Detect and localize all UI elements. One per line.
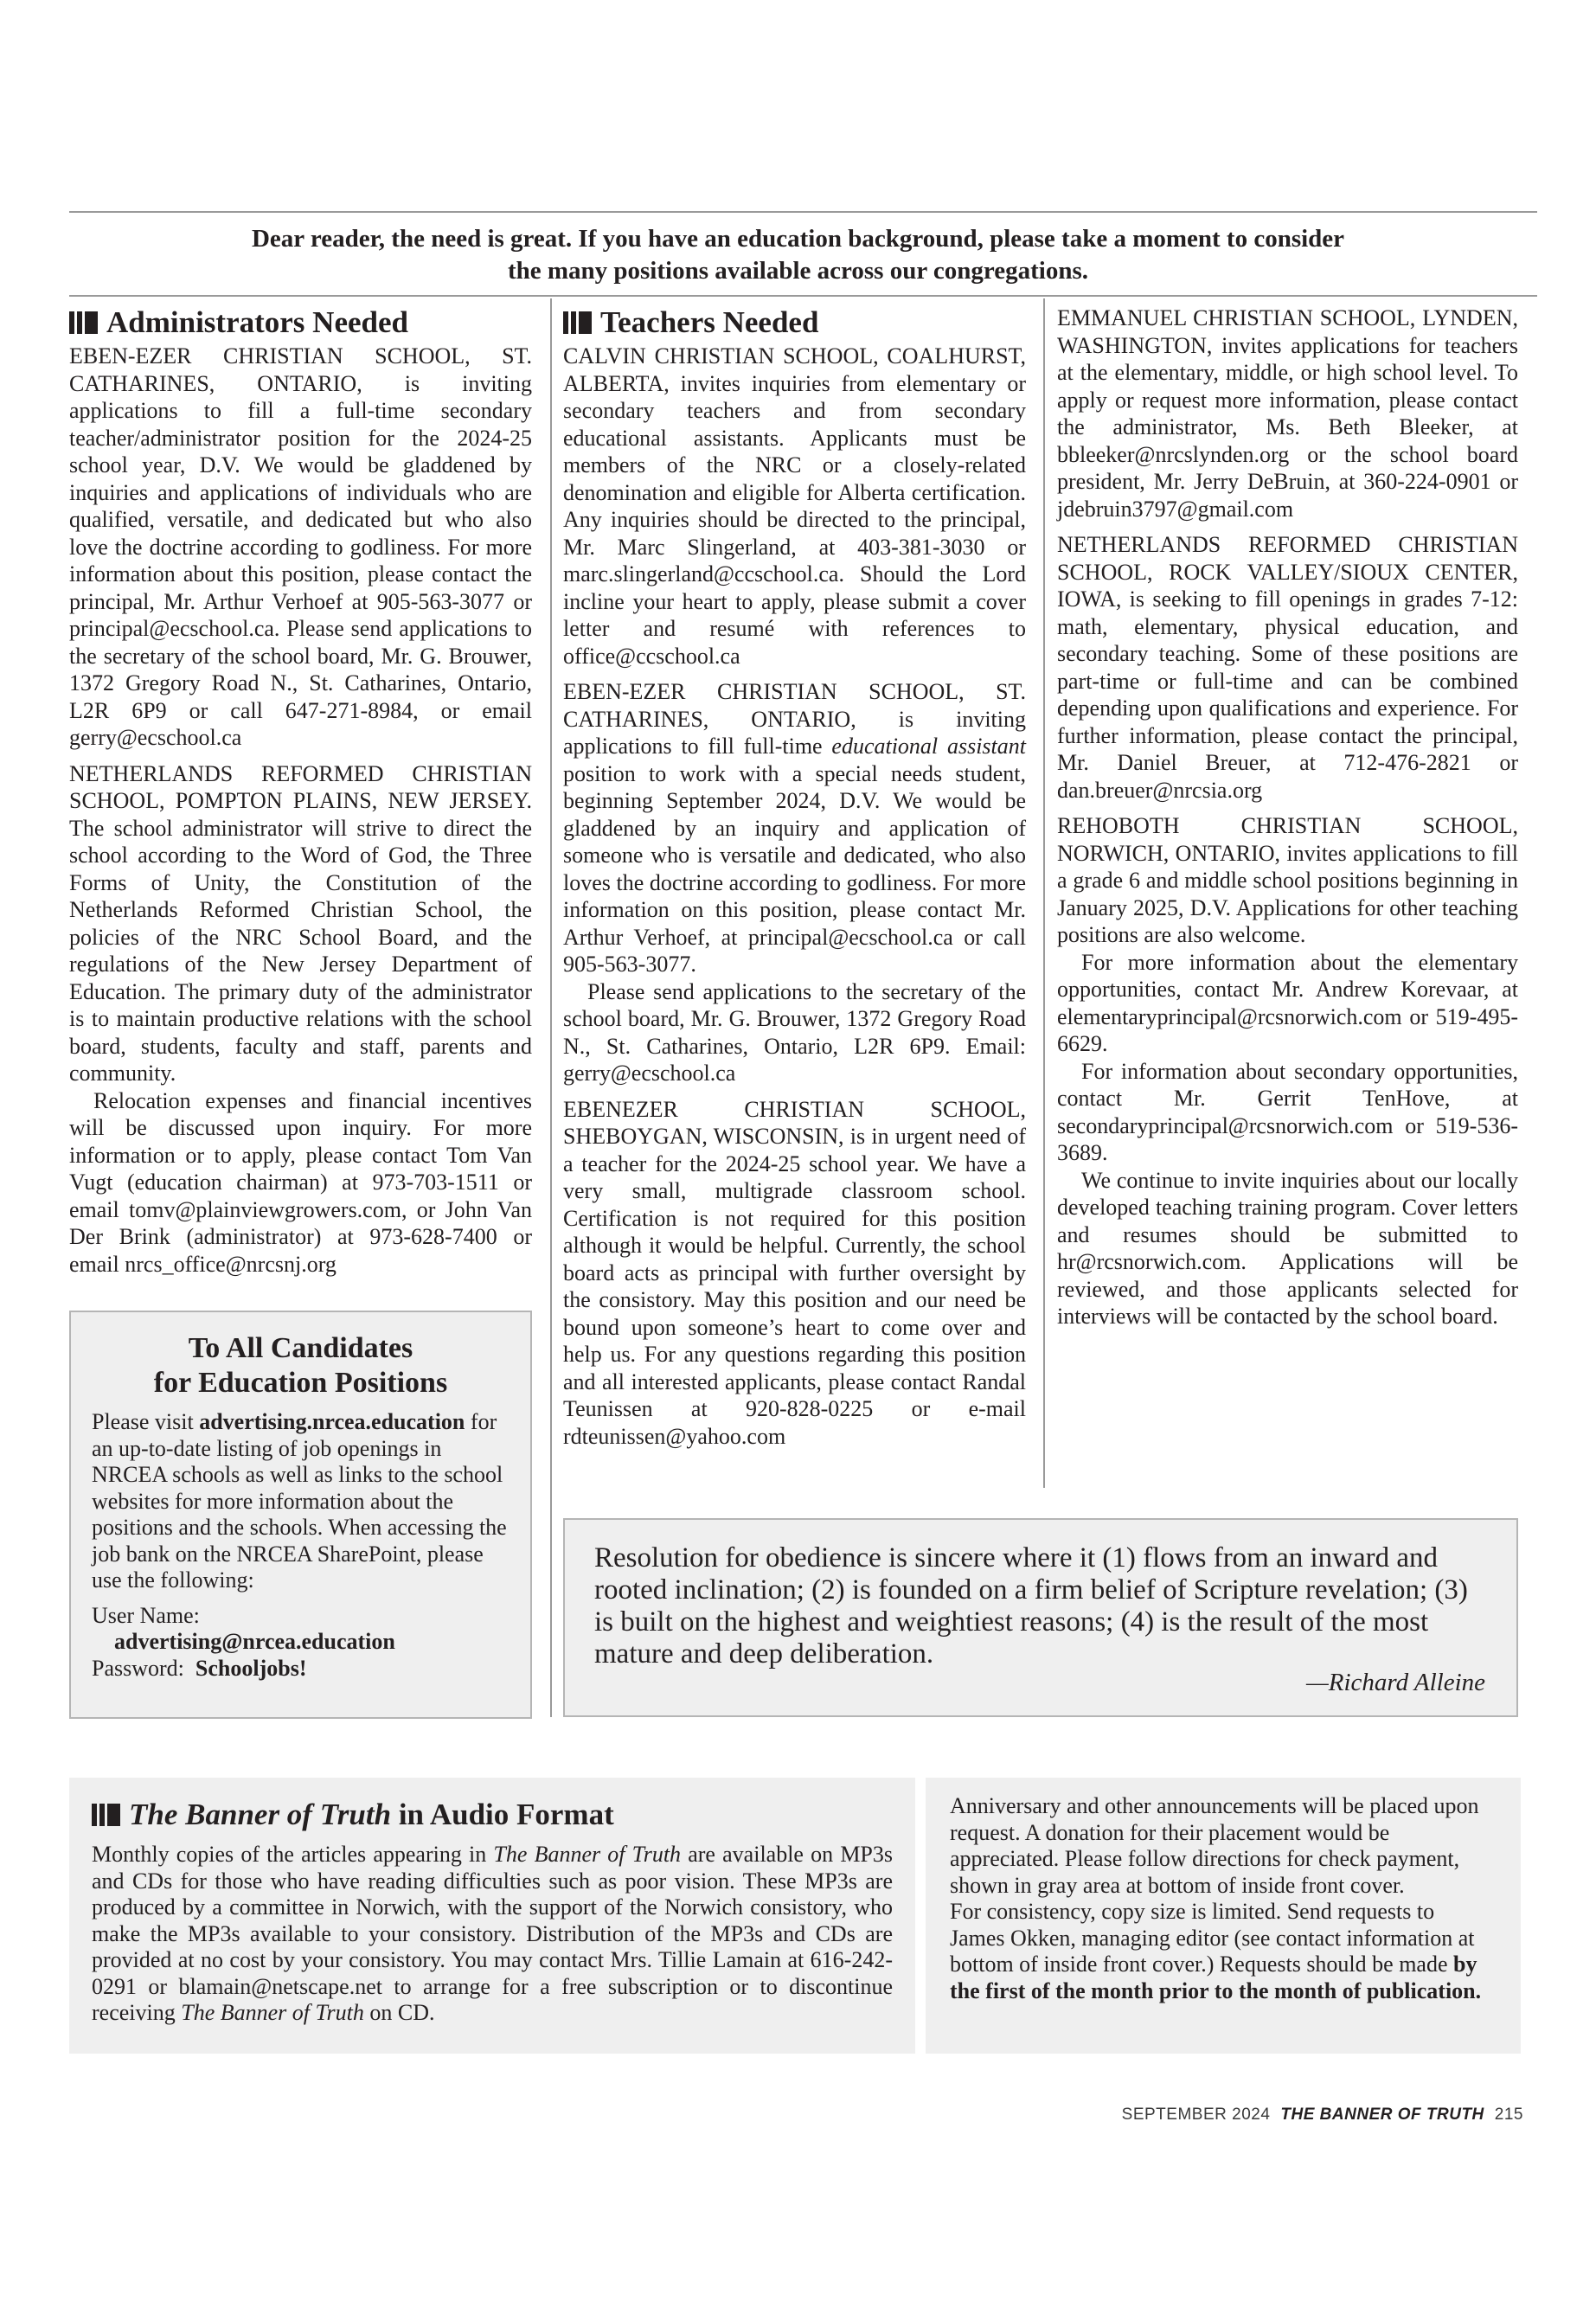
page-number: 215 (1494, 2106, 1523, 2124)
teacher-ad-rehoboth: REHOBOTH CHRISTIAN SCHOOL, NORWICH, ONTARIO, invites applications to fill a grade 6 and middle school positions beginning in January 2025, D.V. Applications for other teaching positions are also welcome. (1057, 813, 1518, 947)
teachers-heading: Teachers Needed (563, 304, 1026, 341)
footer-date: SEPTEMBER 2024 (1121, 2106, 1271, 2124)
teacher-ad-rehoboth-secondary: For information about secondary opportunities, contact Mr. Gerrit TenHove, at secondaryprincipal@rcsnorwich.com or 519-536-3689. (1057, 1058, 1518, 1165)
admin-ad-pompton-plains: NETHERLANDS REFORMED CHRISTIAN SCHOOL, POMPTON PLAINS, NEW JERSEY. The school administrator will strive to direct the school according to the Word of God, the Three Forms of Unity, the Constitution of the Netherlands Reformed Christian School, the policies of the NRC School Board, and the regulations of the New Jersey Department of Education. The primary duty of the administrator is to maintain productive relations with the school board, students, faculty and staff, parents and community. (69, 760, 532, 1086)
password-label: Password: (92, 1655, 184, 1681)
teacher-ad-ebenezer: EBEN-EZER CHRISTIAN SCHOOL, ST. CATHARINES, ONTARIO, is inviting applications to fill full-time educational assistant position to work with a special needs student, beginning September 2024, D.V. We would be gladdened by an inquiry and application of someone who is versatile and dedicated, who also loves the doctrine according to godliness. For more information on this position, please contact Mr. Arthur Verhoef, at principal@ecschool.ca or call 905-563-3077. (563, 679, 1026, 977)
announcements-text-2: For consistency, copy size is limited. Send requests to James Okken, managing editor (see contact information at bottom of inside front cover.) Requests should be made by the first of the month prior to the month of publication. (950, 1899, 1482, 2003)
username-label: User Name: (92, 1602, 200, 1628)
announcements-text-1: Anniversary and other announcements will be placed upon request. A donation for their placement would be appreciated. Please follow directions for check payment, shown in gray area at bottom of inside front cover. (950, 1793, 1479, 1898)
teacher-ad-lynden: EMMANUEL CHRISTIAN SCHOOL, LYNDEN, WASHINGTON, invites applications for teachers at the elementary, middle, or high school level. To apply or request more information, please contact the administrator, Ms. Beth Bleeker, at bbleeker@nrcslynden.org or the school board president, Mr. Jerry DeBruin, at 360-224-0901 or jdebruin3797@gmail.com (1057, 305, 1518, 522)
administrators-heading: Administrators Needed (69, 304, 532, 341)
job-bank-link[interactable]: advertising.nrcea.education (199, 1409, 465, 1434)
candidates-box (69, 1311, 532, 1719)
password-row (92, 1656, 510, 1682)
candidates-title: To All Candidates for Education Positions (153, 1332, 448, 1399)
password-value: Schooljobs! (195, 1655, 307, 1681)
teacher-ad-rehoboth-training: We continue to invite inquiries about our locally developed teaching training program. Cover letters and resumes should be submitted to hr@rcsnorwich.com. Applications will be reviewed, and those applicants selected for interviews will be contacted by the school board. (1057, 1167, 1518, 1329)
teacher-ad-sheboygan: EBENEZER CHRISTIAN SCHOOL, SHEBOYGAN, WISCONSIN, is in urgent need of a teacher for the 2024-25 school year. We have a very small, multigrade classroom school. Certification is not required for this position although it would be helpful. Currently, the school board acts as principal with further oversight by the consistory. May this position and our need be bound upon someone’s heart to come over and help us. For any questions regarding this position and all interested applicants, please contact Randal Teunissen at 920-828-0225 or e-mail rdteunissen@yahoo.com (563, 1096, 1026, 1449)
admin-ad-pompton-plains-contact: Relocation expenses and financial incentives will be discussed upon inquiry. For more information or to apply, please contact Tom Van Vugt (education chairman) at 973-703-1511 or email tomv@plainviewgrowers.com, or John Van Der Brink (administrator) at 973-628-7400 or email nrcs_office@nrcsnj.org (69, 1087, 532, 1277)
audio-format-box (69, 1778, 915, 2054)
admin-ad-ebenezer: EBEN-EZER CHRISTIAN SCHOOL, ST. CATHARINES, ONTARIO, is inviting applications to fill a full-time secondary teacher/administrator position for the 2024-25 school year, D.V. We would be gladdened by inquiries and applications of individuals who are qualified, versatile, and dedicated but who also love the doctrine according to godliness. For more information about this position, please contact the principal, Mr. Arthur Verhoef at 905-563-3077 or principal@ecschool.ca. Please send applications to the secretary of the school board, Mr. G. Brouwer, 1372 Gregory Road N., St. Catharines, Ontario, L2R 6P9 or call 647-271-8984, or email gerry@ecschool.ca (69, 343, 532, 750)
section-bars-icon (92, 1804, 120, 1826)
candidates-text: Please visit advertising.nrcea.education for an up-to-date listing of job openings in NRCEA schools as well as links to the school websites for more information about the positions and the schools. When accessing the job bank on the NRCEA SharePoint, please use the following: (92, 1409, 507, 1593)
teacher-ad-calvin: CALVIN CHRISTIAN SCHOOL, COALHURST, ALBERTA, invites inquiries from elementary or secondary teachers and from secondary educational assistants. Applicants must be members of the NRC or a closely-related denomination and eligible for Alberta certification. Any inquiries should be directed to the principal, Mr. Marc Slingerland, at 403-381-3030 or marc.slingerland@ccschool.ca. Should the Lord incline your heart to apply, please submit a cover letter and resumé with references to office@ccschool.ca (563, 343, 1026, 669)
teacher-ad-rehoboth-elementary: For more information about the elementary opportunities, contact Mr. Andrew Korevaar, at elementaryprincipal@rcsnorwich.com or 519-495-6629. (1057, 949, 1518, 1056)
teacher-ad-ebenezer-apply: Please send applications to the secretary of the school board, Mr. G. Brouwer, 1372 Gregory Road N., St. Catharines, Ontario, L2R 6P9. Email: gerry@ecschool.ca (563, 978, 1026, 1086)
appeal-banner (130, 223, 1466, 287)
audio-text: Monthly copies of the articles appearing in The Banner of Truth are available on MP3s and CDs for those who have reading difficulties such as poor vision. These MP3s are produced by a committee in Norwich, with the support of the Norwich consistory, who make the MP3s available to your consistory. Distribution of the MP3s and CDs are provided at no cost by your consistory. You may contact Mrs. Tillie Lamain at 616-242-0291 or blamain@netscape.net to arrange for a free subscription or to discontinue receiving The Banner of Truth on CD. (92, 1842, 894, 2025)
announcements-box (926, 1778, 1521, 2054)
section-bars-icon (563, 311, 592, 334)
top-rule (69, 211, 1537, 213)
appeal-line-1: Dear reader, the need is great. If you have an education background, please take a moment to consider (251, 225, 1345, 253)
section-bars-icon (69, 311, 98, 334)
banner-rule (69, 295, 1537, 297)
column-divider-2 (1043, 298, 1045, 1488)
teachers-column (563, 304, 1026, 1458)
quote-author: —Richard Alleine (1306, 1669, 1485, 1696)
column-divider-1 (550, 298, 552, 1717)
page-footer (1122, 2105, 1523, 2125)
teacher-ad-rock-valley: NETHERLANDS REFORMED CHRISTIAN SCHOOL, ROCK VALLEY/SIOUX CENTER, IOWA, is seeking to fill openings in grades 7-12: math, elementary, physical education, and secondary teaching. Some of these positions are part-time or full-time and can be combined depending upon qualifications and experience. For further information, please contact the principal, Mr. Daniel Breuer, at 712-476-2821 or dan.breuer@nrcsia.org (1057, 532, 1518, 803)
quote-text: Resolution for obedience is sincere where it (1) flows from an inward and rooted inclination; (2) is founded on a firm belief of Scripture revelation; (3) is built on the highest and weightiest reasons; (4) is the result of the most mature and deep deliberation. (594, 1542, 1468, 1670)
administrators-column (69, 304, 532, 1286)
audio-heading: The Banner of Truth in Audio Format (92, 1797, 893, 1833)
quote-box (563, 1518, 1518, 1717)
username-value: advertising@nrcea.education (114, 1629, 395, 1654)
teachers-column-continued (1057, 304, 1518, 1339)
footer-publication: THE BANNER OF TRUTH (1280, 2106, 1484, 2124)
appeal-line-2: the many positions available across our congregations. (507, 257, 1089, 285)
